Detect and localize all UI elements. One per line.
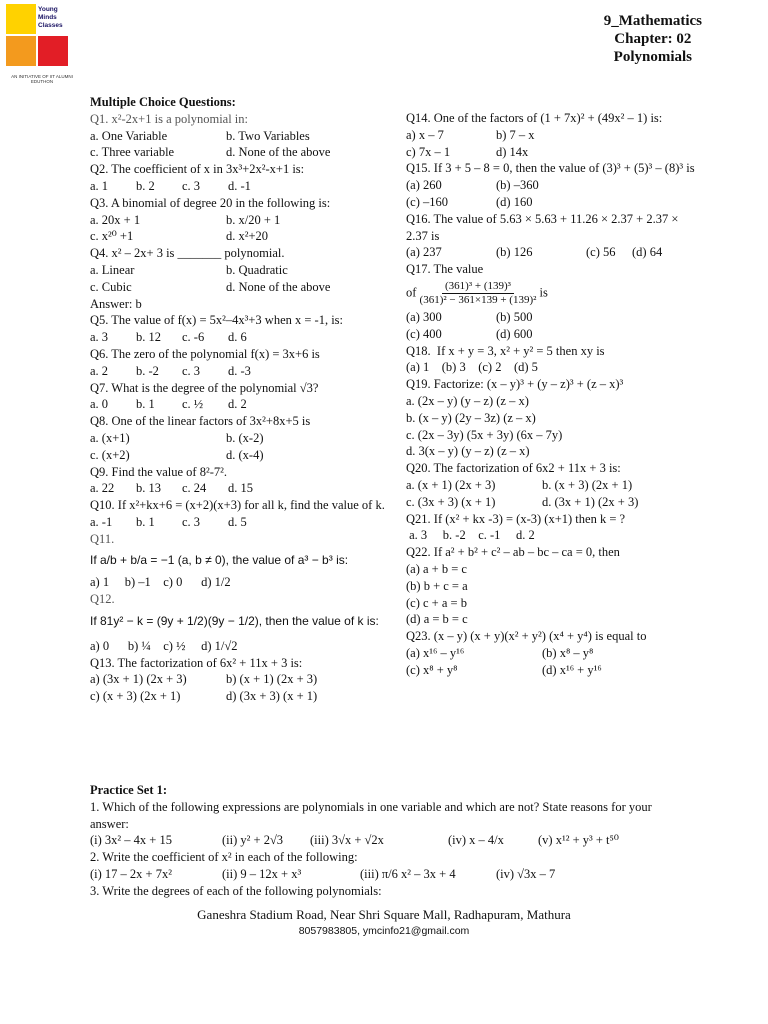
options-row: c. x²⁰ +1 d. x²+20: [90, 229, 269, 244]
options-row: c. (x+2) d. (x-4): [90, 447, 264, 462]
left-column: [90, 94, 390, 705]
options-row: c. (3x + 3) (x + 1) d. (3x + 1) (2x + 3): [406, 494, 639, 509]
options-row: a. (x + 1) (2x + 3) b. (x + 3) (2x + 1): [406, 477, 633, 492]
question-line: Q6. The zero of the polynomial f(x) = 3x+6 is: [90, 346, 320, 361]
options-row: a. 0 b. 1 c. ½ d. 2: [90, 397, 247, 412]
practice-set: [90, 782, 690, 900]
logo-square-red: [38, 36, 68, 66]
options-row: a. -1 b. 1 c. 3 d. 5: [90, 514, 247, 529]
question-line: (b) b + c = a: [406, 578, 468, 593]
q17-options-row: (a) 300 (b) 500: [406, 309, 533, 324]
options-row: (c) x⁸ + y⁸ (d) x¹⁶ + y¹⁶: [406, 662, 602, 677]
chapter-label: Chapter: 02: [614, 31, 692, 47]
options-row: (a) 260 (b) –360: [406, 178, 539, 193]
question-line: Q23. (x – y) (x + y)(x² + y²) (x⁴ + y⁴) is equal to: [406, 629, 647, 644]
question-line: b. (x – y) (2y – 3z) (z – x): [406, 410, 536, 425]
options-row: a. (x+1) b. (x-2): [90, 430, 264, 445]
question-line: Q9. Find the value of 8²-7².: [90, 464, 227, 479]
question-line: Q5. The value of f(x) = 5x²–4x³+3 when x = -1, is:: [90, 313, 344, 328]
q11-options: a) 1 b) –1 c) 0 d) 1/2: [90, 575, 231, 590]
logo-tagline: AN INITIATIVE OF IIT ALUMNI EDUTHON: [11, 74, 73, 84]
logo: [6, 4, 73, 88]
question-line: Q4. x² – 2x+ 3 is _______ polynomial.: [90, 246, 285, 261]
options-row: c. Three variable d. None of the above: [90, 145, 331, 160]
options-row: c) 7x – 1 d) 14x: [406, 144, 529, 159]
practice-q1: 1. Which of the following expressions are polynomials in one variable and which are not? State reasons for your answer:: [90, 799, 652, 831]
question-line: c. (2x – 3y) (5x + 3y) (6x – 7y): [406, 427, 563, 442]
practice-q2-options: (i) 17 – 2x + 7x² (ii) 9 – 12x + x³ (iii) π/6 x² – 3x + 4 (iv) √3x – 7: [90, 866, 556, 881]
question-line: Q15. If 3 + 5 – 8 = 0, then the value of (3)³ + (5)³ – (8)³ is: [406, 161, 695, 176]
practice-q1-options: (i) 3x² – 4x + 15 (ii) y² + 2√3 (iii) 3√x + √2x (iv) x – 4/x (v) x¹² + y³ + t⁵⁰: [90, 833, 619, 848]
logo-text: Young Minds Classes: [38, 6, 63, 29]
options-row: (a) 237 (b) 126 (c) 56 (d) 64: [406, 245, 663, 260]
practice-title: Practice Set 1:: [90, 783, 168, 797]
question-line: Q18. If x + y = 3, x² + y² = 5 then xy is: [406, 343, 605, 358]
question-line: Q1. x²-2x+1 is a polynomial in:: [90, 111, 249, 126]
right-column: [406, 110, 696, 679]
question-line: a. (2x – y) (y – z) (z – x): [406, 393, 529, 408]
question-line: Q3. A binomial of degree 20 in the following is:: [90, 195, 331, 210]
options-row: a. One Variable b. Two Variables: [90, 128, 310, 143]
question-line: (c) c + a = b: [406, 595, 467, 610]
question-line: Q8. One of the linear factors of 3x²+8x+5 is: [90, 414, 311, 429]
mcq-title: Multiple Choice Questions:: [90, 95, 236, 109]
options-row: a) x – 7 b) 7 – x: [406, 127, 535, 142]
q17-question: Q17. The value: [406, 262, 484, 277]
options-row: (a) x¹⁶ – y¹⁶ (b) x⁸ – y⁸: [406, 645, 594, 660]
question-line: Q21. If (x² + kx -3) = (x-3) (x+1) then k = ?: [406, 511, 626, 526]
q12-label: Q12.: [90, 592, 115, 607]
footer-address: Ganeshra Stadium Road, Near Shri Square Mall, Radhapuram, Mathura: [197, 907, 571, 922]
q13-options-row: a) (3x + 1) (2x + 3) b) (x + 1) (2x + 3): [90, 672, 318, 687]
question-line: Q16. The value of 5.63 × 5.63 + 11.26 × 2.37 + 2.37 × 2.37 is: [406, 211, 679, 243]
question-line: (a) a + b = c: [406, 561, 467, 576]
q17-options-row: (c) 400 (d) 600: [406, 326, 533, 341]
question-line: Q2. The coefficient of x in 3x³+2x²-x+1 is:: [90, 162, 305, 177]
q13-options-row: c) (x + 3) (2x + 1) d) (3x + 3) (x + 1): [90, 689, 318, 704]
practice-q3: 3. Write the degrees of each of the following polynomials:: [90, 883, 382, 898]
options-row: a. 3 b. 12 c. -6 d. 6: [90, 330, 247, 345]
question-line: a. 3 b. -2 c. -1 d. 2: [406, 528, 535, 543]
options-row: a. 2 b. -2 c. 3 d. -3: [90, 363, 251, 378]
options-row: c. Cubic d. None of the above: [90, 279, 331, 294]
logo-square-orange: [6, 36, 36, 66]
q13-question: Q13. The factorization of 6x² + 11x + 3 is:: [90, 655, 303, 670]
options-row: (c) –160 (d) 160: [406, 194, 533, 209]
question-line: Q10. If x²+kx+6 = (x+2)(x+3) for all k, find the value of k.: [90, 498, 385, 513]
question-line: Q22. If a² + b² + c² – ab – bc – ca = 0, then: [406, 545, 620, 560]
q11-question: If a/b + b/a = −1 (a, b ≠ 0), the value of a³ − b³ is:: [90, 552, 349, 567]
question-line: Q11.: [90, 531, 115, 546]
practice-q2: 2. Write the coefficient of x² in each of the following:: [90, 850, 358, 865]
question-line: Answer: b: [90, 296, 142, 311]
q12-question: If 81y² − k = (9y + 1/2)(9y − 1/2), then the value of k is:: [90, 613, 379, 628]
chapter-title: Polynomials: [613, 49, 693, 65]
options-row: a. 1 b. 2 c. 3 d. -1: [90, 178, 251, 193]
options-row: a. 22 b. 13 c. 24 d. 15: [90, 481, 253, 496]
class-subject: 9_Mathematics: [603, 13, 702, 29]
footer-contact: 8057983805, ymcinfo21@gmail.com: [298, 925, 470, 937]
question-line: Q7. What is the degree of the polynomial √3?: [90, 380, 319, 395]
q12-options: a) 0 b) ¼ c) ½ d) 1/√2: [90, 638, 238, 653]
page-header: [604, 12, 702, 66]
options-row: a. 20x + 1 b. x/20 + 1: [90, 212, 281, 227]
question-line: Q20. The factorization of 6x2 + 11x + 3 is:: [406, 461, 621, 476]
logo-square-yellow: [6, 4, 36, 34]
question-line: Q14. One of the factors of (1 + 7x)² + (49x² – 1) is:: [406, 111, 663, 125]
question-line: (d) a = b = c: [406, 612, 468, 627]
question-line: (a) 1 (b) 3 (c) 2 (d) 5: [406, 360, 538, 375]
question-line: d. 3(x – y) (y – z) (z – x): [406, 444, 530, 459]
q17-expression: of $\frac{\text{(361)³ + (139)³}}{\text{(361)² − 361×139 + (139)²}}$ is: [406, 279, 548, 306]
question-line: Q19. Factorize: (x – y)³ + (y – z)³ + (z – x)³: [406, 377, 624, 392]
options-row: a. Linear b. Quadratic: [90, 262, 288, 277]
